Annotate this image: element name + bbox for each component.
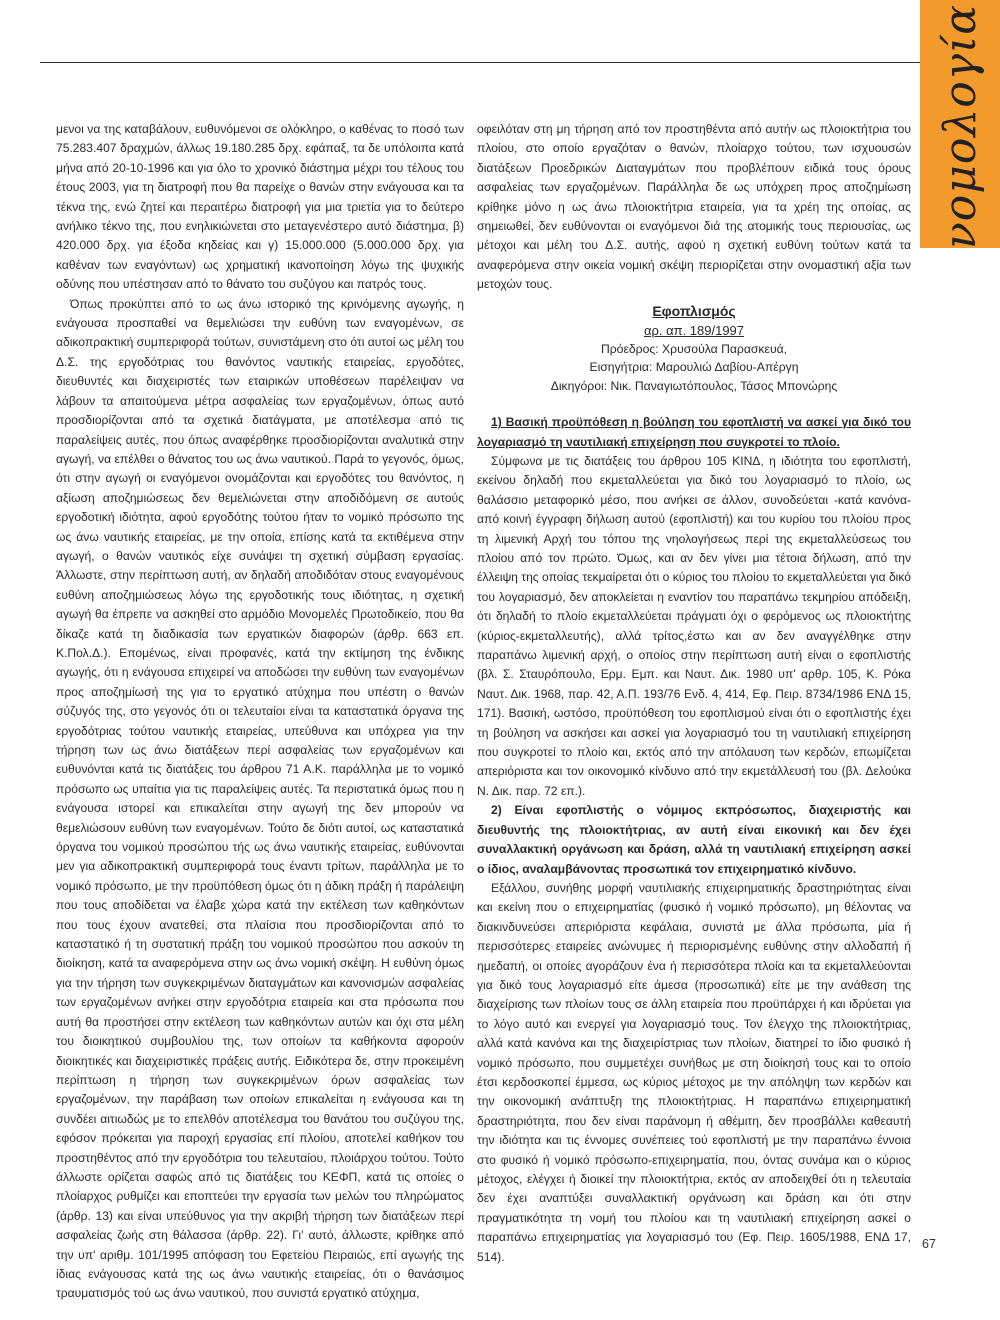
section-tab [920,0,1000,248]
right-continuation-paragraph: οφειλόταν στη μη τήρηση από τον προστηθέντα από αυτήν ως πλοιοκτήτρια του πλοίου, στο οποίο εργαζόταν ο θανών, πλοίαρχο τούτου, των ισχυουσών διατάξεων Προεδρικών Διαταγμάτων που προβλέπουν ειδικά τους όρους ασφαλείας των εργαζομένων. Παράλληλα δε ως υπόχρεη προς αποζημίωση κρίθηκε μόνο η ως άνω πλοιοκτήτρια εταιρεία, για τα χρέη της οποίας, ας σημειωθεί, δεν ευθύνονται οι εναγόμενοι διά της ατομικής τους περιουσίας, ως μέτοχοι και μέλη του Δ.Σ. αυτής, αφού η σχετική ευθύνη τούτων κατά τα αναφερόμενα στην οικεία νομική σκέψη περιορίζεται στην ονομαστική αξία των μετοχών τους. [477,122,911,292]
headnote-2-body: Εξάλλου, συνήθης μορφή ναυτιλιακής επιχειρηματικής δραστηριότητας είναι και εκείνη που ο επιχειρηματίας (φυσικό ή νομικό πρόσωπο), μη θέλοντας να διακινδυνεύσει απεριόριστα κεφάλαια, συνιστά με άλλα πρόσωπα, μία ή περισσότερες εταιρείες ανώνυμες ή περιορισμένης ευθύνης στην αλλοδαπή ή ημεδαπή, οι οποίες αγοράζουν ένα ή περισσότερα πλοία και τα εκμεταλλεύονται για δικό τους λογαριασμό είτε άμεσα (προσωπικά) είτε με την ανάθεση της διαχείρισης των πλοίων τους σε άλλη εταιρεία που προϋπάρχει ή και ιδρύεται για το λόγο αυτό και ενεργεί για λογαριασμό τους. Τον έλεγχο της πλοιοκτήτριας, αλλά κατά κανόνα και της διαχειρίστριας των πλοίων, διατηρεί το ίδιο φυσικό ή νομικό πρόσωπο, που συμμετέχει συνήθως με στη διοίκησή τους και το οποίο έτσι κερδοσκοπεί έμμεσα, ως κύριος μέτοχος με την απόληψη των κερδών και την οικονομική ανάπτυξη της πλοιοκτήτριας. Η παραπάνω επιχειρηματική δραστηριότητα, που δεν είναι παράνομη ή αθέμιτη, δεν προσβάλλει καθεαυτή την ιδιότητα και τις έννομες συνέπειες τού εφοπλιστή με την παραπάνω έννοια στο φυσικό ή νομικό πρόσωπο-επιχειρηματία, που, όντας συνάμα και ο κύριος μέτοχος, ελέγχει ή διοικεί την πλοιοκτήτρια, εκτός αν αποδειχθεί ότι η τελευταία δεν έχει αναπτύξει συναλλακτική οργάνωση και δράση και ότι στην πραγματικότητα τη νομή του πλοίου και τη ναυτιλιακή επιχείρηση ασκεί ο παραπάνω επιχειρηματίας για λογαριασμό του (Εφ. Πειρ. 1605/1988, ΕΝΔ 17, 514). [477,880,911,1264]
right-column [477,120,911,1267]
headnote-1-title: 1) Βασική προϋπόθεση η βούληση του εφοπλιστή να ασκεί για δικό του λογαριασμό τη ναυτιλιακή επιχείρηση που συγκροτεί το πλοίο. [477,415,911,449]
section-tab-label: νομολογία [934,3,986,249]
headnote-1-body: Σύμφωνα με τις διατάξεις του άρθρου 105 ΚΙΝΔ, η ιδιότητα του εφοπλιστή, εκείνου δηλαδή που εκμεταλλεύεται για δικό του λογαριασμό το πλοίο, ως θαλάσσιο μεταφορικό μέσο, που ανήκει σε άλλον, συνοδεύεται -κατά κανόνα- από κοινή έγγραφη δήλωση αυτού (εφοπλιστή) και του κυρίου του πλοίου προς τη λιμενική Αρχή του τόπου της νηολογήσεως περί της εκμεταλλεύσεως του πλοίου από τον πρώτο. Όμως, και αν δεν γίνει μια τέτοια δήλωση, από την έλλειψη της οποίας τεκμαίρεται ότι ο κύριος του πλοίου το εκμεταλλεύεται για δικό του λογαριασμό, δεν αποκλείεται η εναντίον του παραπάνω τεκμηρίου απόδειξη, ότι δηλαδή το πλοίο εκμεταλλεύεται πράγματι όχι ο φερόμενος ως πλοιοκτήτης (κύριος-εκμεταλλευτής), αλλά τρίτος,έστω και αν δεν αναγγέλθηκε στην παραπάνω λιμενική αρχή, ο οποίος στην περίπτωση αυτή είναι ο εφοπλιστής (βλ. Σ. Σταυρόπουλο, Ερμ. Εμπ. και Ναυτ. Δικ. 1980 υπ' αρθρ. 105, Κ. Ρόκα Ναυτ. Δικ. 1968, παρ. 42, Α.Π. 193/76 Ενδ. 4, 414, Εφ. Πειρ. 8734/1986 ΕΝΔ 15, 171). Βασική, ωστόσο, προϋπόθεση του εφοπλισμού είναι ότι ο εφοπλιστής έχει τη βούληση να ασκήσει και ασκεί για λογαριασμό του τη ναυτιλιακή επιχείρηση που συγκροτεί το πλοίο και, εκτός από την απόλαυση των κερδών, επωμίζεται απεριόριστα και τον οικονομικό κίνδυνο από την εκμετάλλευσή του (βλ. Δελούκα Ν. Δικ. παρ. 72 επ.). [477,453,911,798]
left-paragraph-2: Όπως προκύπτει από το ως άνω ιστορικό της κρινόμενης αγωγής, η ενάγουσα προσπαθεί να θεμελιώσει την ευθύνη των εναγομένων, σε αδικοπρακτική συμπεριφορά τούτων, συνιστάμενη στο ότι αυτοί ως μέλη του Δ.Σ. της εργοδότριας του θανόντος ναυτικής εταιρείας, εργοδότες, διευθυντές και διαχειριστές των εταιρικών υποθέσεων παρέλειψαν να λάβουν τα απαιτούμενα μέτρα ασφαλείας των εργαζομένων, όπως αυτό προσδιορίζονται από τα σχετικά διατάγματα, με αποτέλεσμα από τις παραλείψεις αυτές, που όπως αναφέρθηκε προσδιορίζονται αναλυτικά στην αγωγή, να επέλθει ο θάνατος του ως άνω ναυτικού. Παρά το γεγονός, όμως, ότι στην αγωγή οι εναγόμενοι ονομάζονται και εργοδότες του θανόντος, η αξίωση αποζημιώσεως δεν θεμελιώνεται στην αποδιδόμενη σε αυτούς εργοδοτική ιδιότητα, αφού εργοδότης τούτου ήταν το νομικό πρόσωπο της ως άνω ναυτικής εταιρείας, με την οποία, επίσης κατά τα εκτιθέμενα στην αγωγή, ο θανών ναυτικός είχε συνάψει τη σχετική σύμβαση εργασίας. Άλλωστε, στην περίπτωση αυτή, αν δηλαδή αποδιδόταν στους εναγομένους ευθύνη αποζημιώσεως λόγω της εργοδοτικής τους ιδιότητας, η σχετική αγωγή θα έπρεπε να ασκηθεί στο αρμόδιο Μονομελές Πρωτοδικείο, που θα δίκαζε κατά τη διαδικασία των εργατικών διαφορών (άρθρ. 663 επ. Κ.Πολ.Δ.). Επομένως, είναι προφανές, κατά την εκτίμηση της ένδικης αγωγής, ότι η ενάγουσα επιχειρεί να αποδώσει την ευθύνη των εναγομένων προς αποζημίωσή της για το εργατικό ατύχημα που υπέστη ο θανών σύζυγός της, στο γεγονός ότι οι τελευταίοι είναι τα καταστατικά όργανα της εργοδότριας τούτου ναυτικής εταιρείας, υπεύθυνα και υπόχρεα για την τήρηση των ως άνω διατάξεων περί ασφαλείας των εργαζομένων και ευθυνόνται κατά τις διατάξεις του άρθρου 71 Α.Κ. παράλληλα με το νομικό πρόσωπο ως υπαίτια για τις παραλείψεις αυτές. Τα περιστατικά όμως που η ενάγουσα ιστορεί και επικαλείται στην αγωγή της δεν μπορούν να θεμελιώσουν ευθύνη των εναγομένων. Τούτο δε διότι αυτοί, ως καταστατικά όργανα του νομικού προσώπου τής ως άνω ναυτικής εταιρείας, ευθύνονται μεν για αδικοπρακτική συμπεριφορά τους έναντι τρίτων, παράλληλα με το νομικό πρόσωπο, με την προϋπόθεση όμως ότι η άδικη πράξη ή παράλειψη που τους αποδίδεται να έλαβε χώρα κατά την εκτέλεση των καθηκόντων που τους έχουν ανατεθεί, στα πλαίσια που προσδιορίζονται από το καταστατικό ή τη συστατική πράξη του νομικού προσώπου που ασκούν τη διοίκηση, κατά τα αναφερόμενα στην ως άνω νομική σκέψη. Η ευθύνη όμως για την τήρηση των συγκεκριμένων διαταγμάτων και κανονισμών ασφαλείας των εργαζομένων ανήκει στην εργοδότρια εταιρεία και στα πρόσωπα που αυτή θα προστήσει στην εκτέλεση των καθηκόντων αυτών και όχι στα μέλη του διοικητικού συμβουλίου της, των οποίων τα καθήκοντα αφορούν διοικητικές και διαχειριστικές πράξεις αυτής. Ειδικότερα δε, στην προκειμένη περίπτωση η τήρηση των συγκεκριμένων όρων ασφαλείας των εργαζομένων, την παράβαση των οποίων επικαλείται η ενάγουσα και τη συνδέει αιτιωδώς με το επελθόν αποτέλεσμα του θανάτου του συζύγου της, εφόσον πρόκειται για παροχή εργασίας επί πλοίου, αποτελεί καθήκον του προστηθέντος από την εργοδότρια του τελευταίου, πλοιάρχου τούτου. Τούτο άλλωστε ορίζεται σαφώς από τις διατάξεις του ΚΕΦΠ, κατά τις οποίες ο πλοίαρχος ρυθμίζει και εποπτεύει την εργασία των μελών του πληρώματος (άρθρ. 13) και είναι υπεύθυνος για την ακριβή τήρηση των διατάξεων περί ασφαλείας ζωής στη θάλασσα (άρθρ. 22). Γι' αυτό, άλλωστε, κρίθηκε από την υπ' αριθμ. 101/1995 απόφαση του Εφετείου Πειραιώς, επί αγωγής της ίδιας ενάγουσας κατά της ως άνω ναυτικής εταιρείας, ότι ο θανάσιμος τραυματισμός τού ως άνω ναυτικού, που συνιστά εργατικό ατύχημα, [56,296,464,1301]
case-title: Εφοπλισμός [652,302,736,319]
left-column [56,120,464,1304]
headnote-2-title: 2) Είναι εφοπλιστής ο νόμιμος εκπρόσωπος, διαχειριστής και διευθυντής της πλοιοκτήτριας, αν αυτή είναι εικονική και δεν έχει συναλλακτική οργάνωση και δράση, αλλά τη ναυτιλιακή επιχείρηση ασκεί ο ίδιος, αναλαμβάνοντας προσωπικά τον επιχειρηματικό κίνδυνο. [477,803,911,876]
left-paragraph-1: μενοι να της καταβάλουν, ευθυνόμενοι σε ολόκληρο, ο καθένας το ποσό των 75.283.407 δραχμών, άλλως 19.180.285 δρχ. εφάπαξ, τα δε υπόλοιπα κατά μήνα από 20-10-1996 και για όλο το χρονικό διάστημα μέχρι του τέλους του έτους 2003, για τη διατροφή που θα παρείχε ο θανών στην ενάγουσα και τα τέκνα της, ενώ ζητεί και περαιτέρω διατροφή για μια τριετία για το δεύτερο ανήλικο τέκνο της, που ενηλικιώνεται στο μεταγενέστερο αυτό διάστημα, β) 420.000 δρχ. για έξοδα κηδείας και γ) 15.000.000 (5.000.000 δρχ. για καθέναν των εναγόντων) ως χρηματική ικανοποίηση λόγω της ψυχικής οδύνης που υπέστησαν από το θάνατο του συζύγου και πατρός τους. [56,122,464,292]
case-president: Πρόεδρος: Χρυσούλα Παρασκευά, [600,341,788,356]
top-rule [40,62,920,63]
page-number: 67 [922,1237,936,1251]
case-number: αρ. απ. 189/1997 [643,322,745,338]
case-header [477,301,911,396]
case-rapporteur: Εισηγήτρια: Μαρουλιώ Δαβίου-Απέργη [589,360,799,375]
case-lawyers: Δικηγόροι: Νικ. Παναγιωτόπουλος, Τάσος Μπονώρης [550,378,838,393]
